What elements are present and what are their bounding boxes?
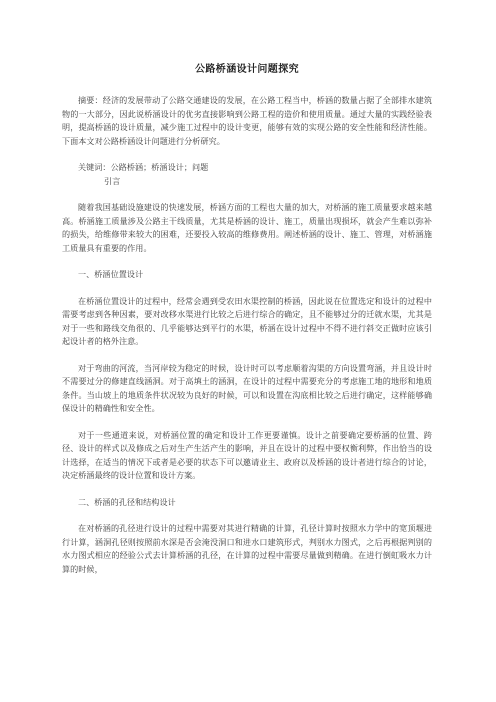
- section-heading-1: 一、桥涵位置设计: [78, 269, 144, 279]
- intro-paragraph: 随着我国基础设施建设的快速发展，桥涵方面的工程也大量的加大，对桥涵的施工质量要求越来越高。桥涵施工质量涉及公路主干线质量，尤其是桥涵的设计、施工，质量出现损坏，就会产生难以弥补的损失，给维修带来较大的困难，还要投入较高的维修费用。阐述桥涵的设计、施工、管理，对桥涵施工质量具有重要的作用。: [62, 202, 432, 253]
- page-title: 公路桥涵设计问题探究: [195, 64, 299, 75]
- section1-paragraph-2: 对于弯曲的河流，当河岸较为稳定的时候，设计时可以考虑顺着沟渠的方向设置弯涵，并且设计时不需要过分的修建直线涵洞。对于高填土的涵洞，在设计的过程中需要充分的考虑施工地的地形和地质条件。当山坡上的地质条件状况较为良好的时候，可以和设置在沟底相比较之后进行确定，这样能够确保设计的精确性和安全性。: [62, 362, 432, 413]
- section2-paragraph-1: 在对桥涵的孔径进行设计的过程中需要对其进行精确的计算，孔径计算时按照水力学中的宽顶堰进行计算，涵洞孔径则按照前水深是否会淹没洞口和进水口建筑形式，判别水力图式，之后再根据判别的水力图式相应的经验公式去计算桥涵的孔径，在计算的过程中需要尽量做到精确。在进行倒虹吸水力计算的时候，: [62, 523, 432, 574]
- section1-paragraph-1: 在桥涵位置设计的过程中，经常会遇到受农田水渠控制的桥涵，因此说在位置选定和设计的过程中需要考虑到各种因素，要对改移水渠进行比较之后进行综合的确定，且不能够过分的迁就水渠，尤其是对于一些和路线交角很的、几乎能够达到平行的水渠，桥涵在设计过程中不得不进行斜交正做时应该引起设计者的格外注意。: [62, 295, 432, 346]
- document-page: [62, 64, 432, 576]
- intro-heading: 引言: [104, 175, 121, 186]
- section-heading-2: 二、桥涵的孔径和结构设计: [78, 496, 176, 507]
- abstract-paragraph: 摘要：经济的发展带动了公路交通建设的发展，在公路工程当中，桥涵的数量占据了全部排水建筑物的一大部分，因此说桥涵设计的优劣直接影响到公路工程的造价和使用质量。通过大量的实践经验表明，提高桥涵的设计质量，减少施工过程中的设计变更，能够有效的实现公路的安全性能和经济性能。下面本文对公路桥涵设计问题进行分析研究。: [62, 95, 432, 146]
- section1-paragraph-3: 对于一些通道来说，对桥涵位置的确定和设计工作更要谨慎。设计之前要确定要桥涵的位置、跨径、设计的样式以及修成之后对生产生活产生的影响，并且在设计的过程中要权衡利弊，作出恰当的设计选择，在适当的情况下或者是必要的状态下可以邀请业主、政府以及桥涵的设计者进行综合的讨论，决定桥涵最终的设计位置和设计方案。: [62, 429, 432, 480]
- keywords-line: 关键词：公路桥涵；桥涵设计；问题: [78, 162, 209, 172]
